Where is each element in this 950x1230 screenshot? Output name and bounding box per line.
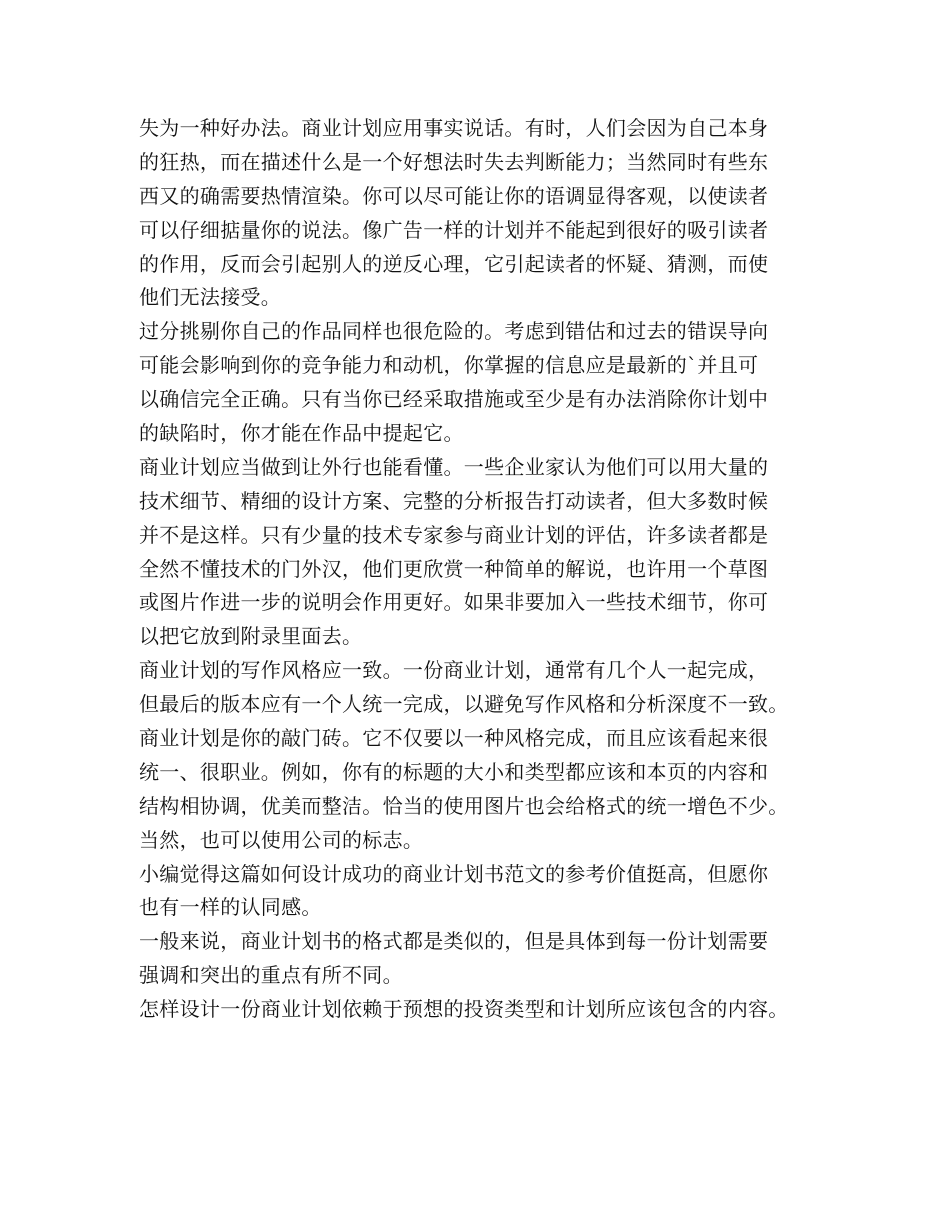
text-line: 技术细节、精细的设计方案、完整的分析报告打动读者，但大多数时候 bbox=[139, 488, 769, 513]
text-line: 也有一样的认同感。 bbox=[139, 895, 322, 920]
text-line: 一般来说，商业计划书的格式都是类似的，但是具体到每一份计划需要 bbox=[139, 929, 769, 954]
text-line: 的作用，反而会引起别人的逆反心理，它引起读者的怀疑、猜测，而使 bbox=[139, 251, 769, 276]
text-line: 并不是这样。只有少量的技术专家参与商业计划的评估，许多读者都是 bbox=[139, 522, 769, 547]
text-line: 他们无法接受。 bbox=[139, 285, 282, 310]
text-line: 商业计划的写作风格应一致。一份商业计划，通常有几个人一起完成， bbox=[139, 658, 769, 683]
text-line: 过分挑剔你自己的作品同样也很危险的。考虑到错估和过去的错误导向 bbox=[139, 319, 769, 344]
text-line: 当然，也可以使用公司的标志。 bbox=[139, 827, 424, 852]
body-text bbox=[139, 112, 829, 1027]
text-line: 西又的确需要热情渲染。你可以尽可能让你的语调显得客观，以使读者 bbox=[139, 183, 769, 208]
text-line: 以确信完全正确。只有当你已经采取措施或至少是有办法消除你计划中 bbox=[139, 387, 769, 412]
text-line: 小编觉得这篇如何设计成功的商业计划书范文的参考价值挺高，但愿你 bbox=[139, 861, 769, 886]
text-line: 或图片作进一步的说明会作用更好。如果非要加入一些技术细节，你可 bbox=[139, 590, 769, 615]
text-line: 以把它放到附录里面去。 bbox=[139, 624, 363, 649]
text-line: 的狂热，而在描述什么是一个好想法时失去判断能力；当然同时有些东 bbox=[139, 149, 769, 174]
text-line: 结构相协调，优美而整洁。恰当的使用图片也会给格式的统一增色不少。 bbox=[139, 793, 789, 818]
text-line: 商业计划应当做到让外行也能看懂。一些企业家认为他们可以用大量的 bbox=[139, 454, 769, 479]
text-line: 的缺陷时，你才能在作品中提起它。 bbox=[139, 421, 464, 446]
text-line: 失为一种好办法。商业计划应用事实说话。有时，人们会因为自己本身 bbox=[139, 116, 769, 140]
text-line: 强调和突出的重点有所不同。 bbox=[139, 963, 403, 988]
text-line: 怎样设计一份商业计划依赖于预想的投资类型和计划所应该包含的内容。 bbox=[139, 997, 789, 1022]
text-line: 可以仔细掂量你的说法。像广告一样的计划并不能起到很好的吸引读者 bbox=[139, 217, 769, 242]
text-line: 全然不懂技术的门外汉，他们更欣赏一种简单的解说，也许用一个草图 bbox=[139, 556, 769, 581]
text-line: 可能会影响到你的竞争能力和动机，你掌握的信息应是最新的`并且可 bbox=[139, 353, 759, 378]
text-line: 商业计划是你的敲门砖。它不仅要以一种风格完成，而且应该看起来很 bbox=[139, 726, 769, 751]
text-line: 统一、很职业。例如，你有的标题的大小和类型都应该和本页的内容和 bbox=[139, 759, 769, 784]
text-line: 但最后的版本应有一个人统一完成，以避免写作风格和分析深度不一致。 bbox=[139, 692, 789, 717]
